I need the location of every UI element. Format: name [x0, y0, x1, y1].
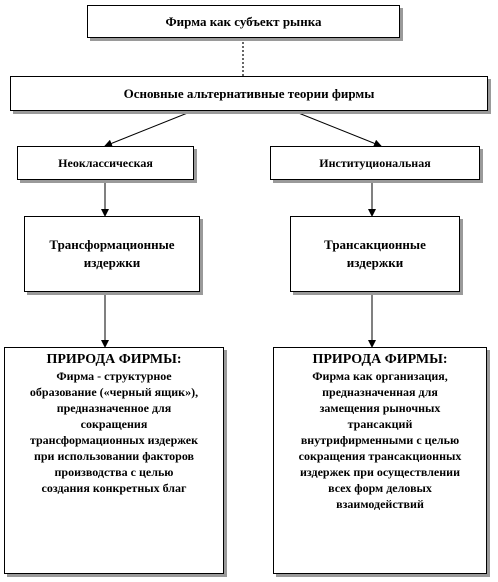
- neoclassical-box: [17, 146, 194, 180]
- left-nature-line: трансформационных издержек: [29, 433, 199, 447]
- theories-box: [10, 76, 488, 111]
- right-nature-line: всех форм деловых: [328, 481, 432, 495]
- transformation-costs-box: [24, 216, 200, 292]
- left-nature-line: при использовании факторов: [33, 449, 195, 463]
- left-nature-line: создания конкретных благ: [41, 481, 187, 495]
- right-nature-line: внутрифирменными с целью: [300, 433, 460, 447]
- right-nature-line: сокращения трансакционных: [298, 449, 462, 463]
- institutional-box: [270, 146, 480, 180]
- transaction-costs-box: [290, 216, 460, 292]
- institutional-label: Институциональная: [319, 155, 431, 170]
- arrow-to-institutional: [296, 112, 381, 146]
- right-nature-line: трансакций: [347, 417, 413, 431]
- right-nature-line: издержек при осуществлении: [300, 465, 460, 479]
- transformation-costs-label: Трансформационные издержки: [49, 237, 175, 270]
- right-nature-title: ПРИРОДА ФИРМЫ:: [312, 352, 448, 367]
- neoclassical-label: Неоклассическая: [58, 155, 153, 170]
- left-nature-title: ПРИРОДА ФИРМЫ:: [46, 352, 182, 367]
- arrow-to-neoclassical: [105, 112, 190, 146]
- left-nature-line: Фирма - структурное: [56, 369, 172, 383]
- right-nature-line: замещения рыночных: [319, 401, 441, 415]
- transaction-costs-line-1: Трансакционные: [324, 237, 426, 252]
- top-label: Фирма как субъект рынка: [165, 13, 322, 29]
- left-nature-line: предназначенное для: [56, 401, 172, 415]
- left-nature-line: образование («черный ящик»),: [29, 385, 199, 399]
- left-nature-line: сокращения: [80, 417, 148, 431]
- right-nature-line: Фирма как организация,: [312, 369, 448, 383]
- left-nature-line: производства с целью: [54, 465, 174, 479]
- right-nature-line: взаимодействий: [336, 497, 424, 511]
- transaction-costs-line-2: издержки: [346, 255, 404, 270]
- right-nature-line: предназначенная для: [322, 385, 438, 399]
- left-nature-box: [4, 347, 224, 574]
- right-nature-box: [273, 347, 487, 574]
- theories-label: Основные альтернативные теории фирмы: [123, 85, 375, 101]
- top-box: [87, 5, 400, 38]
